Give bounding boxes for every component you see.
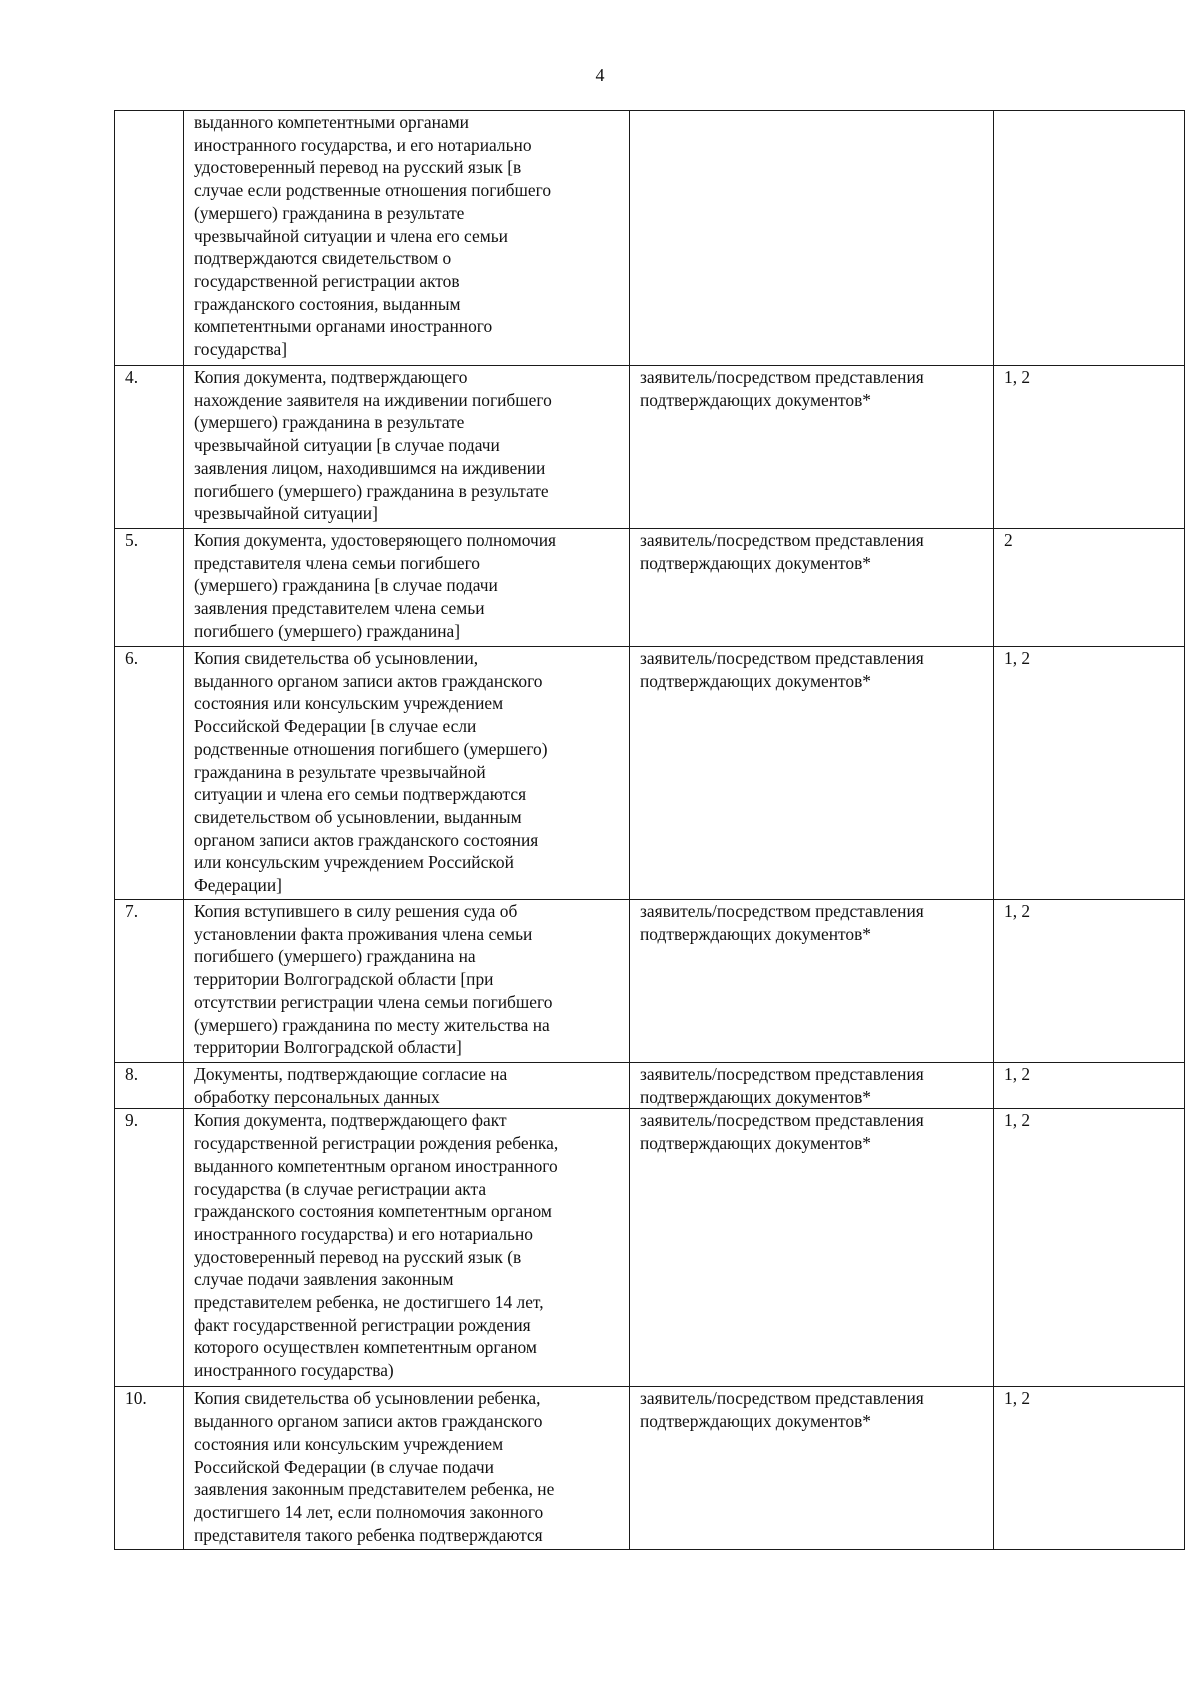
row-number-cell: 7. <box>115 900 184 1063</box>
row-number-cell: 4. <box>115 366 184 529</box>
page-number: 4 <box>595 65 605 85</box>
document-description-cell: Копия документа, подтверждающего факт государственной регистрации рождения ребенка, выданного компетентным органом иностранного государства (в случае регистрации акта гражданского состояния компетентным органом иностранного государства) и его нотариально удостоверенный перевод на русский язык (в случае подачи заявления законным представителем ребенка, не достигшего 14 лет, факт государственной регистрации рождения которого осуществлен компетентным органом иностранного государства) <box>184 1109 630 1387</box>
row-number-cell: 8. <box>115 1063 184 1109</box>
document-description-cell: выданного компетентными органами иностранного государства, и его нотариально удостоверенный перевод на русский язык [в случае если родственные отношения погибшего (умершего) гражданина в результате чрезвычайной ситуации и члена его семьи подтверждаются свидетельством о государственной регистрации актов гражданского состояния, выданным компетентными органами иностранного государства] <box>184 111 630 366</box>
table-row <box>115 1109 1185 1387</box>
document-source-cell: заявитель/посредством представления подтверждающих документов* <box>630 1109 994 1387</box>
row-number-cell <box>115 111 184 366</box>
document-source-cell: заявитель/посредством представления подтверждающих документов* <box>630 647 994 900</box>
table-row <box>115 111 1185 366</box>
document-description-cell: Копия свидетельства об усыновлении ребенка, выданного органом записи актов гражданского состояния или консульским учреждением Российской Федерации (в случае подачи заявления законным представителем ребенка, не достигшего 14 лет, если полномочия законного представителя такого ребенка подтверждаются <box>184 1387 630 1550</box>
document-description-cell: Копия свидетельства об усыновлении, выданного органом записи актов гражданского состояния или консульским учреждением Российской Федерации [в случае если родственные отношения погибшего (умершего) гражданина в результате чрезвычайной ситуации и члена его семьи подтверждаются свидетельством об усыновлении, выданным органом записи актов гражданского состояния или консульским учреждением Российской Федерации] <box>184 647 630 900</box>
document-source-cell: заявитель/посредством представления подтверждающих документов* <box>630 1063 994 1109</box>
row-number-cell: 9. <box>115 1109 184 1387</box>
row-number-cell: 6. <box>115 647 184 900</box>
applicability-cell: 1, 2 <box>994 900 1185 1063</box>
applicability-cell: 1, 2 <box>994 1063 1185 1109</box>
applicability-cell: 2 <box>994 529 1185 647</box>
table-row <box>115 900 1185 1063</box>
row-number-cell: 10. <box>115 1387 184 1550</box>
applicability-cell: 1, 2 <box>994 366 1185 529</box>
document-description-cell: Документы, подтверждающие согласие на обработку персональных данных <box>184 1063 630 1109</box>
applicability-cell: 1, 2 <box>994 647 1185 900</box>
table-row <box>115 529 1185 647</box>
table-row <box>115 647 1185 900</box>
table-row <box>115 366 1185 529</box>
document-source-cell <box>630 111 994 366</box>
document-description-cell: Копия вступившего в силу решения суда об установлении факта проживания члена семьи погибшего (умершего) гражданина на территории Волгоградской области [при отсутствии регистрации члена семьи погибшего (умершего) гражданина по месту жительства на территории Волгоградской области] <box>184 900 630 1063</box>
document-source-cell: заявитель/посредством представления подтверждающих документов* <box>630 529 994 647</box>
document-description-cell: Копия документа, подтверждающего нахождение заявителя на иждивении погибшего (умершего) гражданина в результате чрезвычайной ситуации [в случае подачи заявления лицом, находившимся на иждивении погибшего (умершего) гражданина в результате чрезвычайной ситуации] <box>184 366 630 529</box>
document-description-cell: Копия документа, удостоверяющего полномочия представителя члена семьи погибшего (умершего) гражданина [в случае подачи заявления представителем члена семьи погибшего (умершего) гражданина] <box>184 529 630 647</box>
table-row <box>115 1063 1185 1109</box>
document-source-cell: заявитель/посредством представления подтверждающих документов* <box>630 1387 994 1550</box>
documents-table <box>114 110 1185 1550</box>
applicability-cell <box>994 111 1185 366</box>
table-row <box>115 1387 1185 1550</box>
row-number-cell: 5. <box>115 529 184 647</box>
document-source-cell: заявитель/посредством представления подтверждающих документов* <box>630 900 994 1063</box>
applicability-cell: 1, 2 <box>994 1109 1185 1387</box>
document-source-cell: заявитель/посредством представления подтверждающих документов* <box>630 366 994 529</box>
applicability-cell: 1, 2 <box>994 1387 1185 1550</box>
